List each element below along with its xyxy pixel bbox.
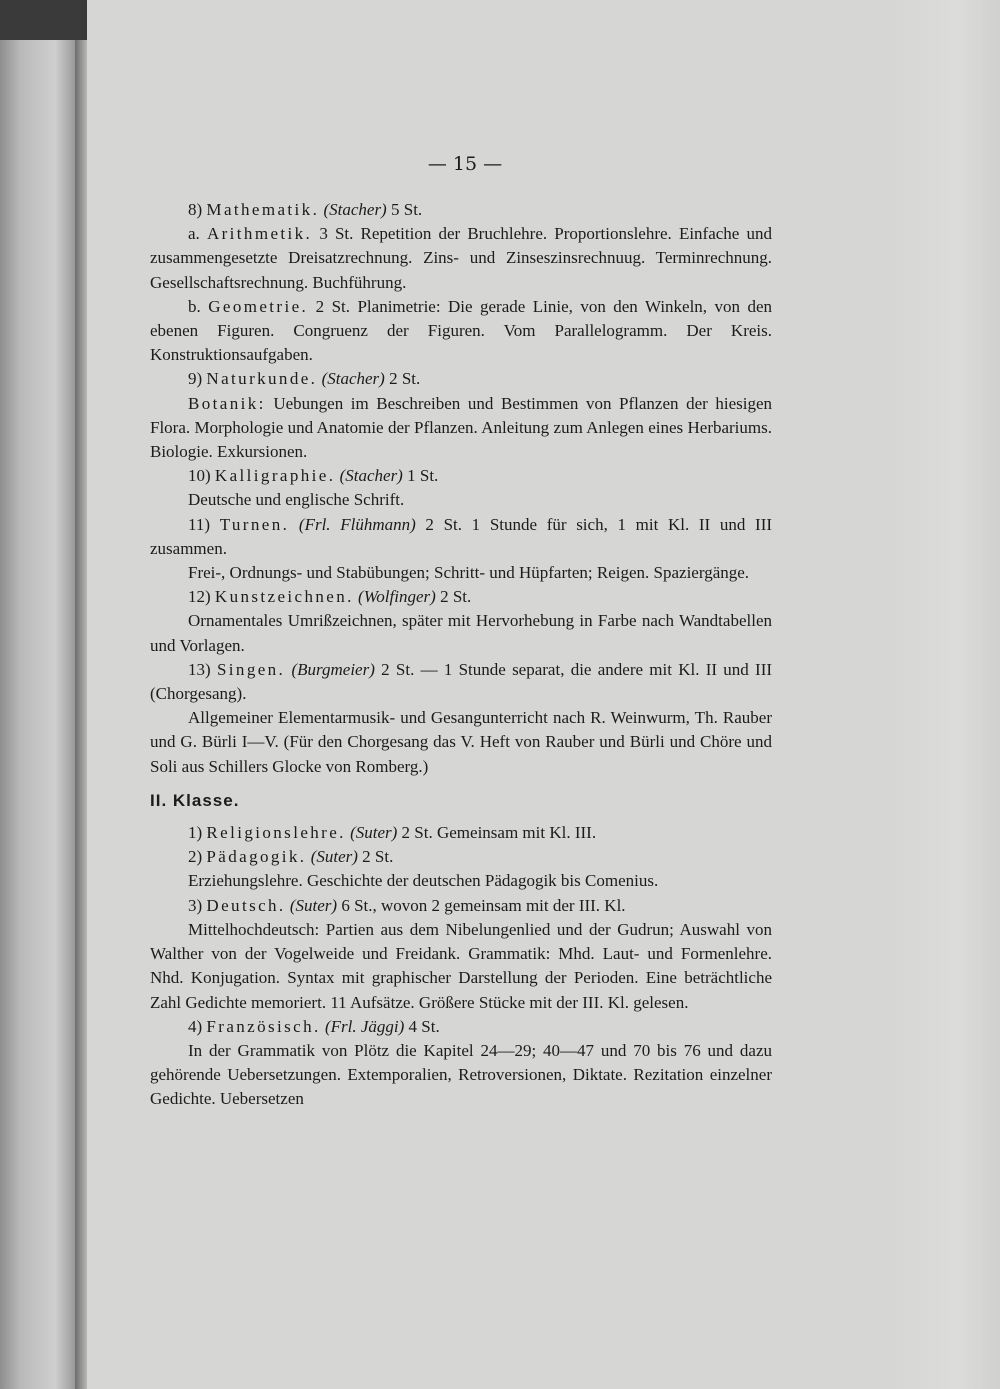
teacher-name: (Stacher) [339,466,403,486]
item-number: 4) [188,1016,203,1036]
paragraph: Mittelhochdeutsch: Partien aus dem Nibelungenlied und der Gudrun; Auswahl von Walther von der Vogelweide und Freidank. Grammatik: Mhd. Laut- und Formenlehre. Nhd. Konjugation. Syntax mit graphischer Darstellung der Perioden. Eine beträchtliche Zahl Gedichte memoriert. 11 Aufsätze. Größere Stücke mit der III. Kl. gelesen. [150,919,772,1012]
paragraph: Frei-, Ordnungs- und Stabübungen; Schritt- und Hüpfarten; Reigen. Spaziergänge. [188,563,750,583]
paragraph: Ornamentales Umrißzeichnen, später mit Hervorhebung in Farbe nach Wandtabellen und Vorlagen. [150,611,772,655]
subject-title: Geometrie. [208,296,309,316]
subject-details: Uebungen im Beschreiben und Bestimmen von Pflanzen der hiesigen Flora. Morphologie und Anatomie der Pflanzen. Anleitung zum Anlegen eines Herbariums. Biologie. Exkursionen. [150,393,772,462]
paragraph: Allgemeiner Elementarmusik- und Gesangunterricht nach R. Weinwurm, Th. Rauber und G. Bürli I—V. (Für den Chorgesang das V. Heft von Rauber und Bürli und Chöre und Soli aus Schillers Glocke von Romberg.) [150,708,772,776]
teacher-name: (Stacher) [323,200,387,219]
teacher-name: (Suter) [289,895,338,915]
teacher-name: (Burgmeier) [291,659,375,679]
subject-title: Kunstzeichnen. [214,587,354,607]
teacher-name: (Wolfinger) [358,587,436,607]
item-number: 11) [188,514,211,534]
subject-title: Deutsch. [206,895,286,915]
subject-paragraph [150,585,772,609]
paragraph: In der Grammatik von Plötz die Kapitel 24—29; 40—47 und 70 bis 76 und dazu gehörende Uebersetzungen. Extemporalien, Retroversionen, Diktate. Rezitation einzelner Gedichte. Uebersetzen [150,1040,772,1109]
subject-title: Kalligraphie. [214,466,336,486]
teacher-name: (Suter) [350,823,398,843]
item-number: a. [188,224,200,244]
subject-title: Turnen. [219,514,290,534]
item-number: 3) [188,895,203,915]
subject-details: 2 St. Planimetrie: Die gerade Linie, von den Winkeln, von den ebenen Figuren. Congruenz der Figuren. Vom Parallelogramm. Der Kreis. Konstruktionsaufgaben. [150,296,772,365]
subject-paragraph [150,1015,772,1039]
subject-paragraph [150,821,772,845]
subject-details: 2 St. [357,847,394,867]
item-number: 2) [188,847,203,867]
subject-details: 3 St. Repetition der Bruchlehre. Proportionslehre. Einfache und zusammengesetzte Dreisatzrechnung. Zins- und Zinseszinsrechnuug. Terminrechnung. Gesellschaftsrechnung. Buchführung. [150,224,772,292]
page-number: — 15 — [427,153,503,175]
paragraph: Erziehungslehre. Geschichte der deutschen Pädagogik bis Comenius. [188,871,659,891]
subject-title: Pädagogik. [206,847,307,867]
subject-paragraph [150,845,772,869]
item-number: 8) [188,200,203,219]
subject-title: Mathematik. [206,200,320,219]
subject-details: 2 St. 1 Stunde für sich, 1 mit Kl. II und III zusammen. [150,514,773,558]
item-number: 1) [188,823,203,843]
subject-paragraph [150,513,772,561]
left-page-edge [0,40,75,1389]
subject-paragraph [150,894,772,918]
paragraph: Deutsche und englische Schrift. [188,490,405,510]
teacher-name: (Frl. Jäggi) [324,1016,405,1036]
subject-details: 2 St. Gemeinsam mit Kl. III. [397,823,597,843]
subject-paragraph [150,198,772,222]
subject-details: 2 St. [435,587,472,607]
subject-title: Naturkunde. [206,369,318,389]
subject-paragraph [150,658,772,706]
page-margin [890,0,1000,1389]
subject-details: 2 St. [384,369,421,389]
item-number: 12) [188,587,211,607]
subject-details: 1 St. [402,466,439,486]
item-number: 9) [188,369,203,389]
subject-paragraph [150,464,772,488]
subject-title: Arithmetik. [206,224,313,244]
book-spine [75,40,87,1389]
subject-details: 5 St. [386,200,423,219]
teacher-name: (Suter) [310,847,358,867]
subject-paragraph [150,295,772,368]
subject-paragraph [150,222,772,295]
subject-details: 4 St. [404,1016,440,1036]
teacher-name: (Frl. Flühmann) [298,514,416,534]
page-text [150,198,772,1112]
item-number: 13) [188,659,211,679]
item-number: b. [188,296,201,316]
section-heading: II. Klasse. [150,790,240,810]
subject-title: Botanik: [188,393,266,413]
subject-title: Religionslehre. [206,823,346,843]
item-number: 10) [188,466,211,486]
subject-paragraph [150,392,772,465]
subject-title: Singen. [216,659,286,679]
subject-details: 6 St., wovon 2 gemeinsam mit der III. Kl. [337,895,626,915]
subject-details: 2 St. — 1 Stunde separat, die andere mit Kl. II und III (Chorgesang). [150,659,773,704]
subject-paragraph [150,367,772,391]
subject-title: Französisch. [206,1016,321,1036]
teacher-name: (Stacher) [321,369,385,389]
